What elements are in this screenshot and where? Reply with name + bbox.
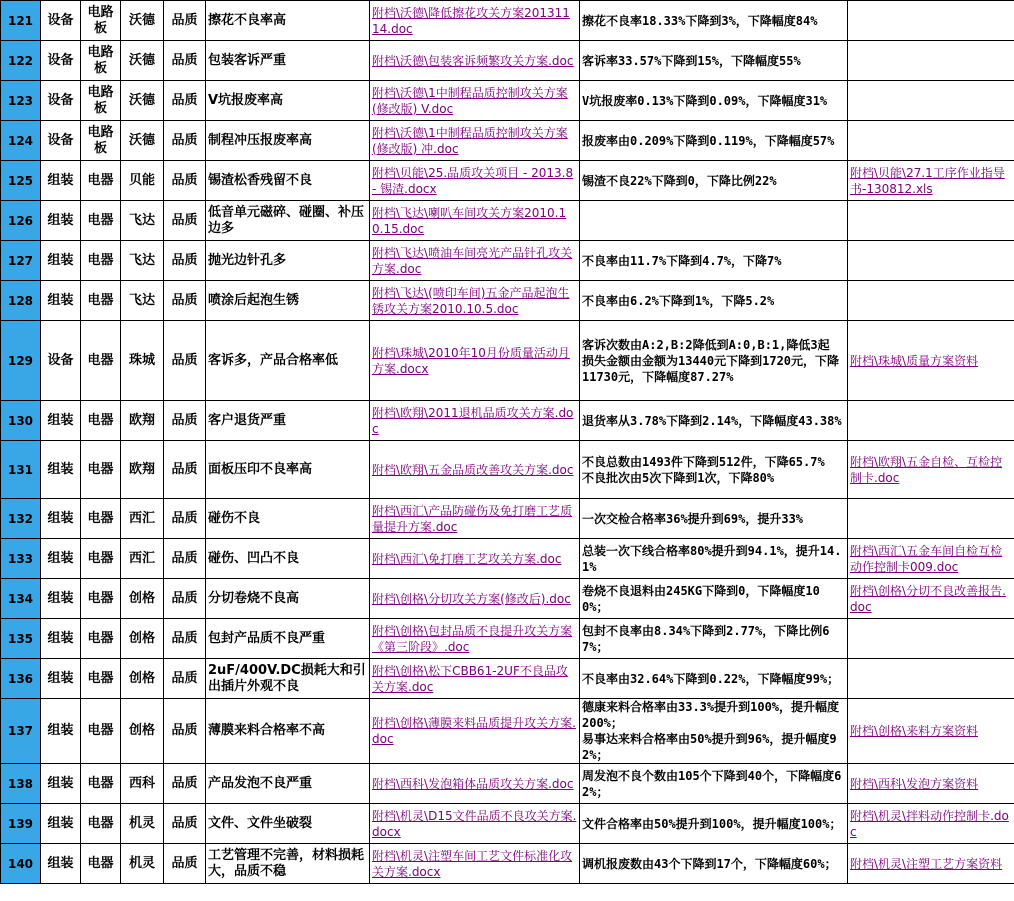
plan-file-link[interactable]: 附档\创格\分切攻关方案(修改后).doc bbox=[370, 579, 580, 619]
row-number: 122 bbox=[1, 41, 41, 81]
aspect-cell: 品质 bbox=[164, 499, 206, 539]
aspect-cell: 品质 bbox=[164, 201, 206, 241]
plan-file-link[interactable]: 附档\飞达\(喷印车间)五金产品起泡生锈攻关方案2010.10.5.doc bbox=[370, 281, 580, 321]
aspect-cell: 品质 bbox=[164, 161, 206, 201]
company-cell: 欧翔 bbox=[121, 401, 164, 441]
result-cell: 擦花不良率18.33%下降到3%，下降幅度84% bbox=[580, 1, 848, 41]
category-cell: 组装 bbox=[41, 764, 81, 804]
table-row bbox=[1, 844, 1014, 884]
company-cell: 西汇 bbox=[121, 539, 164, 579]
plan-file-link[interactable]: 附档\沃德\降低擦花攻关方案20131114.doc bbox=[370, 1, 580, 41]
category-cell: 设备 bbox=[41, 81, 81, 121]
issue-cell: 喷涂后起泡生锈 bbox=[206, 281, 370, 321]
extra-file-link bbox=[848, 1, 1014, 41]
result-cell: 包封不良率由8.34%下降到2.77%，下降比例67%； bbox=[580, 619, 848, 659]
category-cell: 组装 bbox=[41, 241, 81, 281]
issue-cell: 锡渣松香残留不良 bbox=[206, 161, 370, 201]
aspect-cell: 品质 bbox=[164, 281, 206, 321]
company-cell: 机灵 bbox=[121, 844, 164, 884]
aspect-cell: 品质 bbox=[164, 121, 206, 161]
aspect-cell: 品质 bbox=[164, 441, 206, 499]
type-cell: 电器 bbox=[81, 844, 121, 884]
extra-file-link[interactable]: 附档\西汇\五金车间自检互检动作控制卡009.doc bbox=[848, 539, 1014, 579]
category-cell: 组装 bbox=[41, 579, 81, 619]
extra-file-link bbox=[848, 41, 1014, 81]
company-cell: 创格 bbox=[121, 659, 164, 699]
plan-file-link[interactable]: 附档\飞达\喇叭车间攻关方案2010.10.15.doc bbox=[370, 201, 580, 241]
category-cell: 组装 bbox=[41, 539, 81, 579]
result-cell: 不良率由32.64%下降到0.22%，下降幅度99%； bbox=[580, 659, 848, 699]
type-cell: 电路板 bbox=[81, 81, 121, 121]
company-cell: 西科 bbox=[121, 764, 164, 804]
category-cell: 组装 bbox=[41, 161, 81, 201]
result-cell: 文件合格率由50%提升到100%，提升幅度100%； bbox=[580, 804, 848, 844]
category-cell: 组装 bbox=[41, 499, 81, 539]
result-cell: 客诉率33.57%下降到15%，下降幅度55% bbox=[580, 41, 848, 81]
result-cell: 报废率由0.209%下降到0.119%，下降幅度57% bbox=[580, 121, 848, 161]
table-row bbox=[1, 764, 1014, 804]
extra-file-link[interactable]: 附档\创格\来料方案资料 bbox=[848, 699, 1014, 764]
plan-file-link[interactable]: 附档\珠城\2010年10月份质量活动月方案.docx bbox=[370, 321, 580, 401]
category-cell: 组装 bbox=[41, 659, 81, 699]
table-row bbox=[1, 441, 1014, 499]
extra-file-link bbox=[848, 121, 1014, 161]
row-number: 127 bbox=[1, 241, 41, 281]
table-row bbox=[1, 699, 1014, 764]
row-number: 136 bbox=[1, 659, 41, 699]
company-cell: 创格 bbox=[121, 699, 164, 764]
company-cell: 沃德 bbox=[121, 41, 164, 81]
aspect-cell: 品质 bbox=[164, 321, 206, 401]
company-cell: 欧翔 bbox=[121, 441, 164, 499]
issue-cell: 包封产品质不良严重 bbox=[206, 619, 370, 659]
type-cell: 电器 bbox=[81, 499, 121, 539]
extra-file-link bbox=[848, 401, 1014, 441]
row-number: 124 bbox=[1, 121, 41, 161]
plan-file-link[interactable]: 附档\沃德\包装客诉频繁攻关方案.doc bbox=[370, 41, 580, 81]
result-cell: 退货率从3.78%下降到2.14%，下降幅度43.38% bbox=[580, 401, 848, 441]
extra-file-link bbox=[848, 281, 1014, 321]
plan-file-link[interactable]: 附档\沃德\1中制程品质控制攻关方案(修改版) V.doc bbox=[370, 81, 580, 121]
company-cell: 飞达 bbox=[121, 201, 164, 241]
issue-cell: 工艺管理不完善，材料损耗大，品质不稳 bbox=[206, 844, 370, 884]
aspect-cell: 品质 bbox=[164, 699, 206, 764]
result-cell: 总装一次下线合格率80%提升到94.1%，提升14.1% bbox=[580, 539, 848, 579]
plan-file-link[interactable]: 附档\贝能\25.品质攻关项目 - 2013.8 - 锡渣.docx bbox=[370, 161, 580, 201]
category-cell: 设备 bbox=[41, 321, 81, 401]
table-row bbox=[1, 281, 1014, 321]
row-number: 128 bbox=[1, 281, 41, 321]
row-number: 137 bbox=[1, 699, 41, 764]
issue-cell: 薄膜来料合格率不高 bbox=[206, 699, 370, 764]
row-number: 138 bbox=[1, 764, 41, 804]
table-row bbox=[1, 161, 1014, 201]
issue-cell: V坑报废率高 bbox=[206, 81, 370, 121]
aspect-cell: 品质 bbox=[164, 579, 206, 619]
aspect-cell: 品质 bbox=[164, 241, 206, 281]
row-number: 134 bbox=[1, 579, 41, 619]
category-cell: 组装 bbox=[41, 804, 81, 844]
table-row bbox=[1, 619, 1014, 659]
category-cell: 组装 bbox=[41, 401, 81, 441]
category-cell: 设备 bbox=[41, 41, 81, 81]
company-cell: 创格 bbox=[121, 619, 164, 659]
issue-cell: 抛光边针孔多 bbox=[206, 241, 370, 281]
category-cell: 设备 bbox=[41, 121, 81, 161]
type-cell: 电器 bbox=[81, 241, 121, 281]
plan-file-link[interactable]: 附档\欧翔\五金品质改善攻关方案.doc bbox=[370, 441, 580, 499]
issue-cell: 客诉多，产品合格率低 bbox=[206, 321, 370, 401]
plan-file-link[interactable]: 附档\机灵\D15文件品质不良攻关方案.docx bbox=[370, 804, 580, 844]
category-cell: 组装 bbox=[41, 699, 81, 764]
company-cell: 珠城 bbox=[121, 321, 164, 401]
extra-file-link[interactable]: 附档\创格\分切不良改善报告.doc bbox=[848, 579, 1014, 619]
plan-file-link[interactable]: 附档\机灵\注塑车间工艺文件标准化攻关方案.docx bbox=[370, 844, 580, 884]
extra-file-link[interactable]: 附档\欧翔\五金自检、互检控制卡.doc bbox=[848, 441, 1014, 499]
type-cell: 电器 bbox=[81, 321, 121, 401]
row-number: 133 bbox=[1, 539, 41, 579]
row-number: 139 bbox=[1, 804, 41, 844]
plan-file-link[interactable]: 附档\西科\发泡箱体品质攻关方案.doc bbox=[370, 764, 580, 804]
company-cell: 贝能 bbox=[121, 161, 164, 201]
extra-file-link bbox=[848, 81, 1014, 121]
table-row bbox=[1, 579, 1014, 619]
result-cell: 锡渣不良22%下降到0，下降比例22% bbox=[580, 161, 848, 201]
issue-cell: 低音单元磁碎、碰圈、补压边多 bbox=[206, 201, 370, 241]
table-row bbox=[1, 121, 1014, 161]
type-cell: 电器 bbox=[81, 539, 121, 579]
row-number: 121 bbox=[1, 1, 41, 41]
type-cell: 电器 bbox=[81, 161, 121, 201]
table-row bbox=[1, 241, 1014, 281]
extra-file-link[interactable]: 附档\珠城\质量方案资料 bbox=[848, 321, 1014, 401]
row-number: 130 bbox=[1, 401, 41, 441]
table-body bbox=[1, 1, 1014, 884]
issue-cell: 文件、文件坐破裂 bbox=[206, 804, 370, 844]
table-row bbox=[1, 321, 1014, 401]
plan-file-link[interactable]: 附档\创格\薄膜来料品质提升攻关方案.doc bbox=[370, 699, 580, 764]
plan-file-link[interactable]: 附档\欧翔\2011退机品质攻关方案.doc bbox=[370, 401, 580, 441]
aspect-cell: 品质 bbox=[164, 659, 206, 699]
company-cell: 飞达 bbox=[121, 241, 164, 281]
table-row bbox=[1, 81, 1014, 121]
row-number: 129 bbox=[1, 321, 41, 401]
table-row bbox=[1, 41, 1014, 81]
table-row bbox=[1, 659, 1014, 699]
issue-cell: 碰伤不良 bbox=[206, 499, 370, 539]
type-cell: 电路板 bbox=[81, 1, 121, 41]
aspect-cell: 品质 bbox=[164, 41, 206, 81]
row-number: 140 bbox=[1, 844, 41, 884]
type-cell: 电器 bbox=[81, 699, 121, 764]
plan-file-link[interactable]: 附档\西汇\产品防碰伤及免打磨工艺质量提升方案.doc bbox=[370, 499, 580, 539]
table-row bbox=[1, 539, 1014, 579]
company-cell: 机灵 bbox=[121, 804, 164, 844]
type-cell: 电器 bbox=[81, 281, 121, 321]
type-cell: 电器 bbox=[81, 441, 121, 499]
plan-file-link[interactable]: 附档\创格\包封品质不良提升攻关方案《第三阶段》.doc bbox=[370, 619, 580, 659]
result-cell bbox=[580, 201, 848, 241]
result-cell: 一次交检合格率36%提升到69%，提升33% bbox=[580, 499, 848, 539]
company-cell: 沃德 bbox=[121, 1, 164, 41]
type-cell: 电器 bbox=[81, 659, 121, 699]
extra-file-link bbox=[848, 201, 1014, 241]
aspect-cell: 品质 bbox=[164, 81, 206, 121]
aspect-cell: 品质 bbox=[164, 764, 206, 804]
issue-cell: 擦花不良率高 bbox=[206, 1, 370, 41]
extra-file-link[interactable]: 附档\机灵\拌料动作控制卡.doc bbox=[848, 804, 1014, 844]
category-cell: 组装 bbox=[41, 281, 81, 321]
extra-file-link bbox=[848, 499, 1014, 539]
type-cell: 电器 bbox=[81, 804, 121, 844]
result-cell: 不良率由6.2%下降到1%，下降5.2% bbox=[580, 281, 848, 321]
company-cell: 沃德 bbox=[121, 81, 164, 121]
row-number: 135 bbox=[1, 619, 41, 659]
category-cell: 组装 bbox=[41, 844, 81, 884]
category-cell: 设备 bbox=[41, 1, 81, 41]
result-cell: 不良率由11.7%下降到4.7%，下降7% bbox=[580, 241, 848, 281]
aspect-cell: 品质 bbox=[164, 804, 206, 844]
issue-cell: 客户退货严重 bbox=[206, 401, 370, 441]
issue-cell: 2uF/400V.DC损耗大和引出插片外观不良 bbox=[206, 659, 370, 699]
type-cell: 电器 bbox=[81, 619, 121, 659]
extra-file-link[interactable]: 附档\西科\发泡方案资料 bbox=[848, 764, 1014, 804]
issue-cell: 面板压印不良率高 bbox=[206, 441, 370, 499]
result-cell: 卷烧不良退料由245KG下降到0，下降幅度100%； bbox=[580, 579, 848, 619]
result-cell: V坑报废率0.13%下降到0.09%，下降幅度31% bbox=[580, 81, 848, 121]
table-row bbox=[1, 804, 1014, 844]
row-number: 132 bbox=[1, 499, 41, 539]
extra-file-link[interactable]: 附档\贝能\27.1工序作业指导书-130812.xls bbox=[848, 161, 1014, 201]
plan-file-link[interactable]: 附档\创格\松下CBB61-2UF不良品攻关方案.doc bbox=[370, 659, 580, 699]
table-row bbox=[1, 499, 1014, 539]
result-cell: 调机报废数由43个下降到17个，下降幅度60%； bbox=[580, 844, 848, 884]
row-number: 123 bbox=[1, 81, 41, 121]
issue-cell: 包装客诉严重 bbox=[206, 41, 370, 81]
aspect-cell: 品质 bbox=[164, 401, 206, 441]
company-cell: 飞达 bbox=[121, 281, 164, 321]
type-cell: 电器 bbox=[81, 579, 121, 619]
table-row bbox=[1, 1, 1014, 41]
company-cell: 西汇 bbox=[121, 499, 164, 539]
issue-cell: 碰伤、凹凸不良 bbox=[206, 539, 370, 579]
table-row bbox=[1, 201, 1014, 241]
plan-file-link[interactable]: 附档\飞达\喷油车间亮光产品针孔攻关方案.doc bbox=[370, 241, 580, 281]
result-cell: 周发泡不良个数由105个下降到40个，下降幅度62%； bbox=[580, 764, 848, 804]
row-number: 126 bbox=[1, 201, 41, 241]
row-number: 125 bbox=[1, 161, 41, 201]
category-cell: 组装 bbox=[41, 441, 81, 499]
table-row bbox=[1, 401, 1014, 441]
category-cell: 组装 bbox=[41, 619, 81, 659]
aspect-cell: 品质 bbox=[164, 844, 206, 884]
result-cell: 不良总数由1493件下降到512件，下降65.7% 不良批次由5次下降到1次，下降80% bbox=[580, 441, 848, 499]
result-cell: 德康来料合格率由33.3%提升到100%，提升幅度200%； 易事达来料合格率由50%提升到96%，提升幅度92%； bbox=[580, 699, 848, 764]
type-cell: 电路板 bbox=[81, 121, 121, 161]
company-cell: 沃德 bbox=[121, 121, 164, 161]
row-number: 131 bbox=[1, 441, 41, 499]
type-cell: 电路板 bbox=[81, 41, 121, 81]
aspect-cell: 品质 bbox=[164, 1, 206, 41]
issue-cell: 分切卷烧不良高 bbox=[206, 579, 370, 619]
type-cell: 电器 bbox=[81, 201, 121, 241]
extra-file-link[interactable]: 附档\机灵\注塑工艺方案资料 bbox=[848, 844, 1014, 884]
company-cell: 创格 bbox=[121, 579, 164, 619]
type-cell: 电器 bbox=[81, 401, 121, 441]
extra-file-link bbox=[848, 241, 1014, 281]
aspect-cell: 品质 bbox=[164, 619, 206, 659]
extra-file-link bbox=[848, 619, 1014, 659]
extra-file-link bbox=[848, 659, 1014, 699]
issue-cell: 产品发泡不良严重 bbox=[206, 764, 370, 804]
issue-cell: 制程冲压报废率高 bbox=[206, 121, 370, 161]
category-cell: 组装 bbox=[41, 201, 81, 241]
plan-file-link[interactable]: 附档\西汇\免打磨工艺攻关方案.doc bbox=[370, 539, 580, 579]
aspect-cell: 品质 bbox=[164, 539, 206, 579]
plan-file-link[interactable]: 附档\沃德\1中制程品质控制攻关方案(修改版) 冲.doc bbox=[370, 121, 580, 161]
result-cell: 客诉次数由A:2,B:2降低到A:0,B:1,降低3起 损失金额由金额为13440元下降到1720元，下降11730元，下降幅度87.27% bbox=[580, 321, 848, 401]
type-cell: 电器 bbox=[81, 764, 121, 804]
